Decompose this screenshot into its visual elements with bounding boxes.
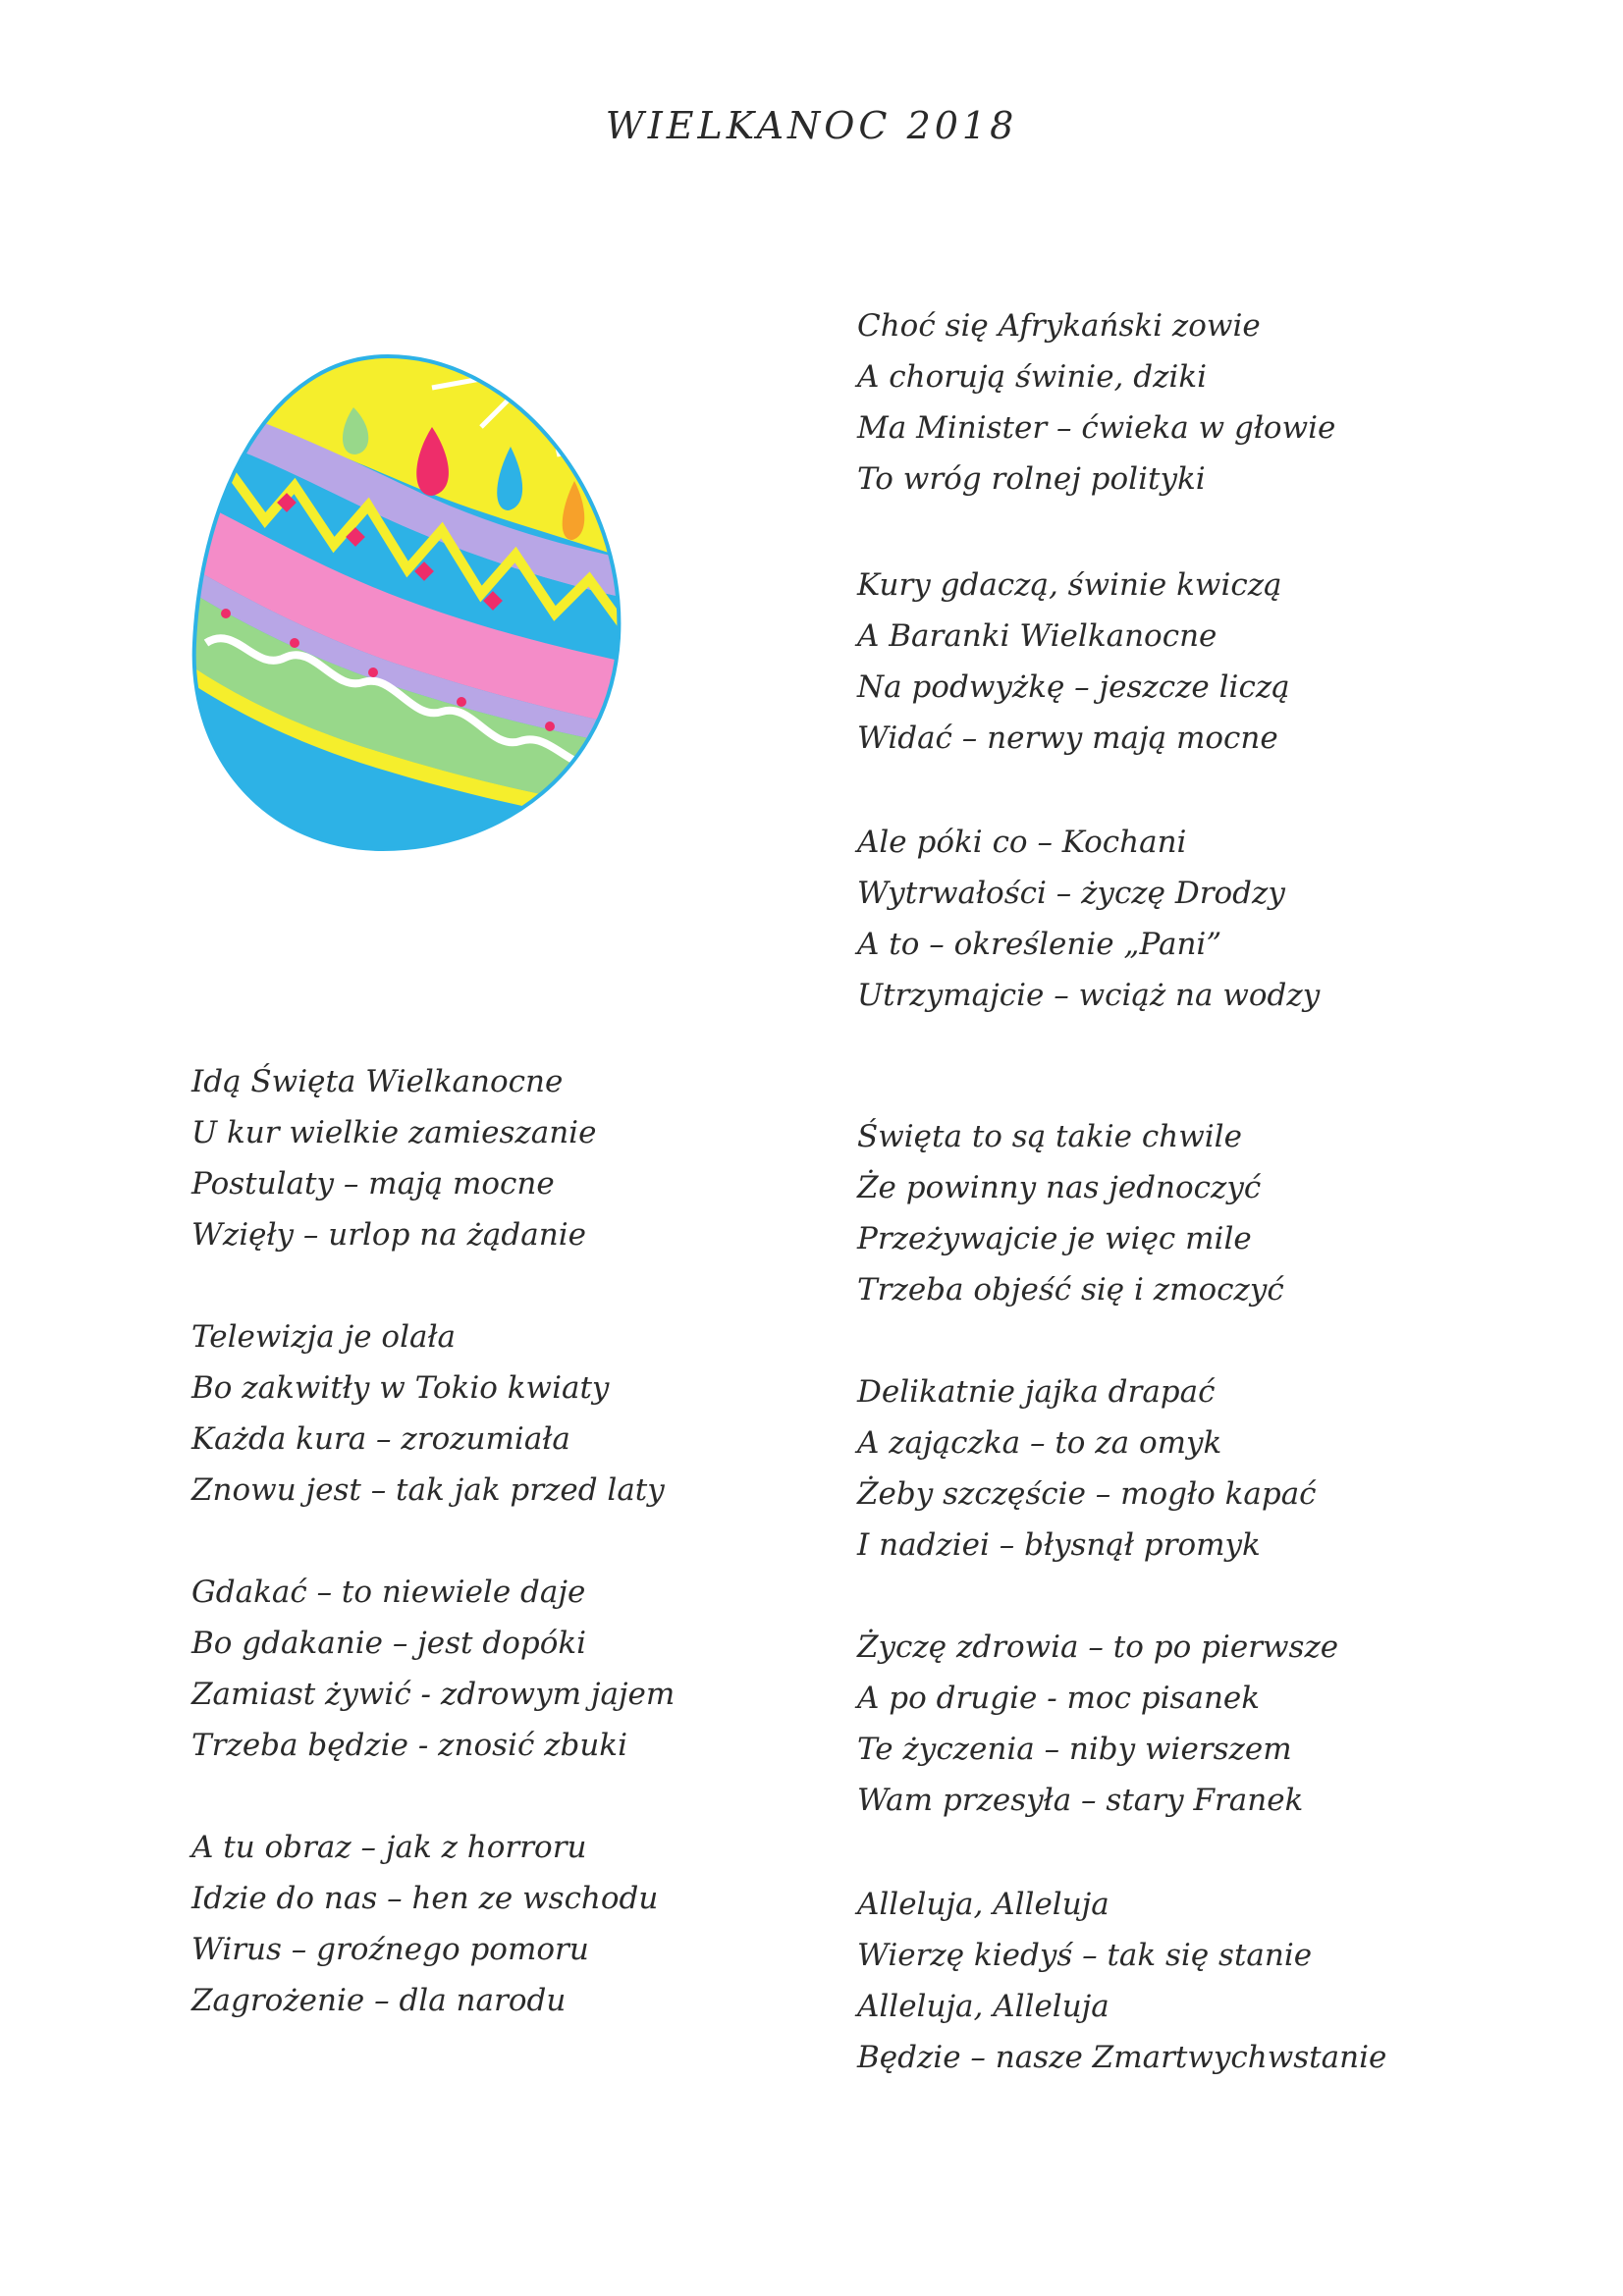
poem-line: Że powinny nas jednoczyć bbox=[857, 1170, 1262, 1205]
poem-line: Alleluja, Alleluja bbox=[857, 1989, 1109, 2024]
poem-line: A zajączka – to za omyk bbox=[857, 1425, 1222, 1461]
stanza-left-4 bbox=[191, 1822, 658, 2026]
poem-line: A tu obraz – jak z horroru bbox=[191, 1830, 587, 1865]
poem-line: Ma Minister – ćwieka w głowie bbox=[857, 410, 1336, 446]
poem-line: Bo zakwitły w Tokio kwiaty bbox=[191, 1370, 610, 1406]
poem-line: Wzięły – urlop na żądanie bbox=[191, 1217, 586, 1253]
poem-line: Telewizja je olała bbox=[191, 1319, 457, 1355]
poem-line: Na podwyżkę – jeszcze liczą bbox=[857, 669, 1290, 705]
poem-line: A po drugie - moc pisanek bbox=[857, 1681, 1261, 1716]
poem-line: A chorują świnie, dziki bbox=[857, 359, 1208, 395]
poem-line: Idą Święta Wielkanocne bbox=[191, 1064, 564, 1099]
poem-line: To wróg rolnej polityki bbox=[857, 461, 1206, 497]
poem-line: Delikatnie jajka drapać bbox=[857, 1374, 1216, 1410]
poem-line: Choć się Afrykański zowie bbox=[857, 308, 1261, 344]
poem-line: Będzie – nasze Zmartwychwstanie bbox=[857, 2040, 1387, 2075]
poem-line: Zamiast żywić - zdrowym jajem bbox=[191, 1677, 676, 1712]
stanza-left-3 bbox=[191, 1567, 675, 1771]
stanza-right-4 bbox=[857, 1111, 1284, 1315]
stanza-right-1 bbox=[857, 300, 1335, 505]
poem-line: Bo gdakanie – jest dopóki bbox=[191, 1626, 587, 1661]
poem-line: Zagrożenie – dla narodu bbox=[191, 1983, 567, 2018]
poem-line: Widać – nerwy mają mocne bbox=[857, 721, 1278, 756]
poem-line: U kur wielkie zamieszanie bbox=[191, 1115, 597, 1150]
poem-line: Żeby szczęście – mogło kapać bbox=[857, 1476, 1317, 1512]
poem-line: Przeżywajcie je więc mile bbox=[857, 1221, 1252, 1256]
poem-line: Wam przesyła – stary Franek bbox=[857, 1783, 1304, 1818]
poem-line: Życzę zdrowia – to po pierwsze bbox=[857, 1629, 1339, 1665]
stanza-right-2 bbox=[857, 560, 1290, 764]
page-title: WIELKANOC 2018 bbox=[605, 104, 1018, 147]
poem-line: Ale póki co – Kochani bbox=[857, 825, 1187, 860]
poem-line: Kury gdaczą, świnie kwiczą bbox=[857, 567, 1282, 603]
poem-line: Każda kura – zrozumiała bbox=[191, 1421, 570, 1457]
poem-line: Wytrwałości – życzę Drodzy bbox=[857, 876, 1285, 911]
poem-line: Święta to są takie chwile bbox=[857, 1119, 1242, 1154]
stanza-left-1 bbox=[191, 1056, 596, 1260]
poem-line: A to – określenie „Pani” bbox=[857, 927, 1222, 962]
poem-line: Te życzenia – niby wierszem bbox=[857, 1732, 1292, 1767]
poem-line: Znowu jest – tak jak przed laty bbox=[191, 1472, 665, 1508]
stanza-left-2 bbox=[191, 1311, 665, 1516]
stanza-right-7 bbox=[857, 1879, 1386, 2083]
stanza-right-3 bbox=[857, 817, 1320, 1021]
poem-line: Postulaty – mają mocne bbox=[191, 1166, 555, 1201]
stanza-right-5 bbox=[857, 1366, 1317, 1571]
poem-line: Wierzę kiedyś – tak się stanie bbox=[857, 1938, 1313, 1973]
poem-line: I nadziei – błysnął promyk bbox=[857, 1527, 1261, 1563]
easter-egg-image bbox=[187, 348, 628, 854]
poem-line: Idzie do nas – hen ze wschodu bbox=[191, 1881, 659, 1916]
poem-line: Utrzymajcie – wciąż na wodzy bbox=[857, 978, 1321, 1013]
poem-line: Wirus – groźnego pomoru bbox=[191, 1932, 589, 1967]
poem-line: A Baranki Wielkanocne bbox=[857, 618, 1217, 654]
poem-line: Trzeba będzie - znosić zbuki bbox=[191, 1728, 628, 1763]
poem-line: Trzeba objeść się i zmoczyć bbox=[857, 1272, 1284, 1308]
poem-line: Gdakać – to niewiele daje bbox=[191, 1575, 586, 1610]
poem-line: Alleluja, Alleluja bbox=[857, 1887, 1109, 1922]
stanza-right-6 bbox=[857, 1622, 1338, 1826]
